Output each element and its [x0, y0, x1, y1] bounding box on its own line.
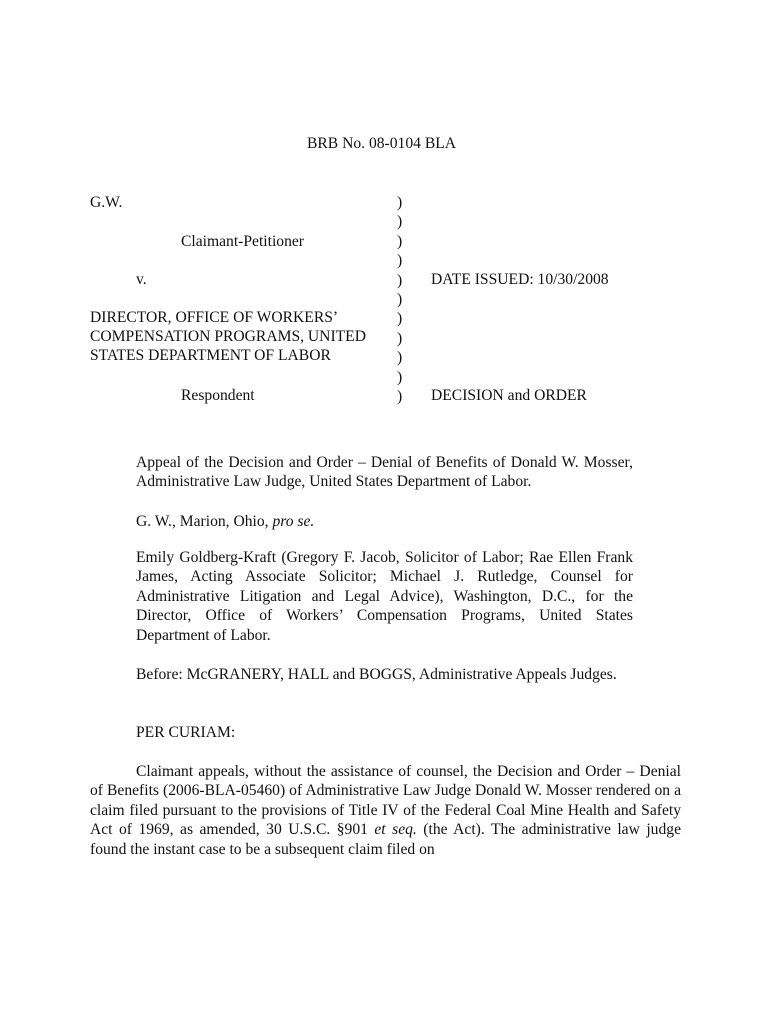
paren-mark: )	[397, 329, 403, 347]
caption-divider	[397, 193, 402, 406]
paren-mark: )	[397, 310, 403, 328]
versus: v.	[136, 271, 147, 288]
appeal-paragraph: Appeal of the Decision and Order – Denial of Benefits of Donald W. Mosser, Administrative Law Judge, United States Department of Labor.	[136, 454, 633, 491]
paren-mark: )	[397, 194, 403, 211]
respondent-line-1: DIRECTOR, OFFICE OF WORKERS’	[90, 309, 339, 326]
paren-mark: )	[397, 213, 403, 231]
before-paragraph: Before: McGRANERY, HALL and BOGGS, Administrative Appeals Judges.	[136, 666, 617, 683]
decision-label: DECISION and ORDER	[431, 387, 587, 404]
claimant-name: G.W.	[90, 194, 123, 211]
claimant-representation	[136, 512, 314, 531]
body-text-2: (the Act). The administrative law judge found the instant case to be a subsequent claim filed on	[90, 821, 681, 858]
respondent-line-3: STATES DEPARTMENT OF LABOR	[90, 347, 331, 364]
docket-number: BRB No. 08-0104 BLA	[307, 135, 457, 152]
date-issued: DATE ISSUED: 10/30/2008	[431, 271, 609, 288]
paren-mark: )	[397, 252, 403, 270]
respondent-line-2: COMPENSATION PROGRAMS, UNITED	[90, 328, 366, 345]
paren-mark: )	[397, 271, 403, 289]
body-text-1: Claimant appeals, without the assistance of counsel, the Decision and Order – Denial of Benefits (2006-BLA-05460) of Administrative Law Judge Donald W. Mosser rendered on a claim filed pursuant to the provisions of Title IV of the Federal Coal Mine Health and Safety Act of 1969, as amended, 30 U.S.C. §901	[90, 763, 681, 839]
paren-mark: )	[397, 232, 403, 250]
counsel-paragraph: Emily Goldberg-Kraft (Gregory F. Jacob, Solicitor of Labor; Rae Ellen Frank James, Acting Associate Solicitor; Michael J. Rutledge, Counsel for Administrative Litigation and Legal Advice), Washington, D.C., for the Director, Office of Workers’ Compensation Programs, United States Department of Labor.	[136, 549, 633, 644]
paren-mark: )	[397, 349, 403, 367]
paren-mark: )	[397, 291, 403, 309]
body-italic: et seq.	[374, 821, 417, 839]
per-curiam-heading: PER CURIAM:	[136, 724, 236, 741]
body-paragraph	[90, 762, 681, 859]
claimant-rep-italic: pro se.	[272, 513, 315, 530]
claimant-role: Claimant-Petitioner	[181, 233, 304, 250]
respondent-role: Respondent	[181, 387, 255, 404]
claimant-rep-text: G. W., Marion, Ohio,	[136, 513, 273, 530]
paren-mark: )	[397, 388, 403, 406]
paren-mark: )	[397, 368, 403, 386]
